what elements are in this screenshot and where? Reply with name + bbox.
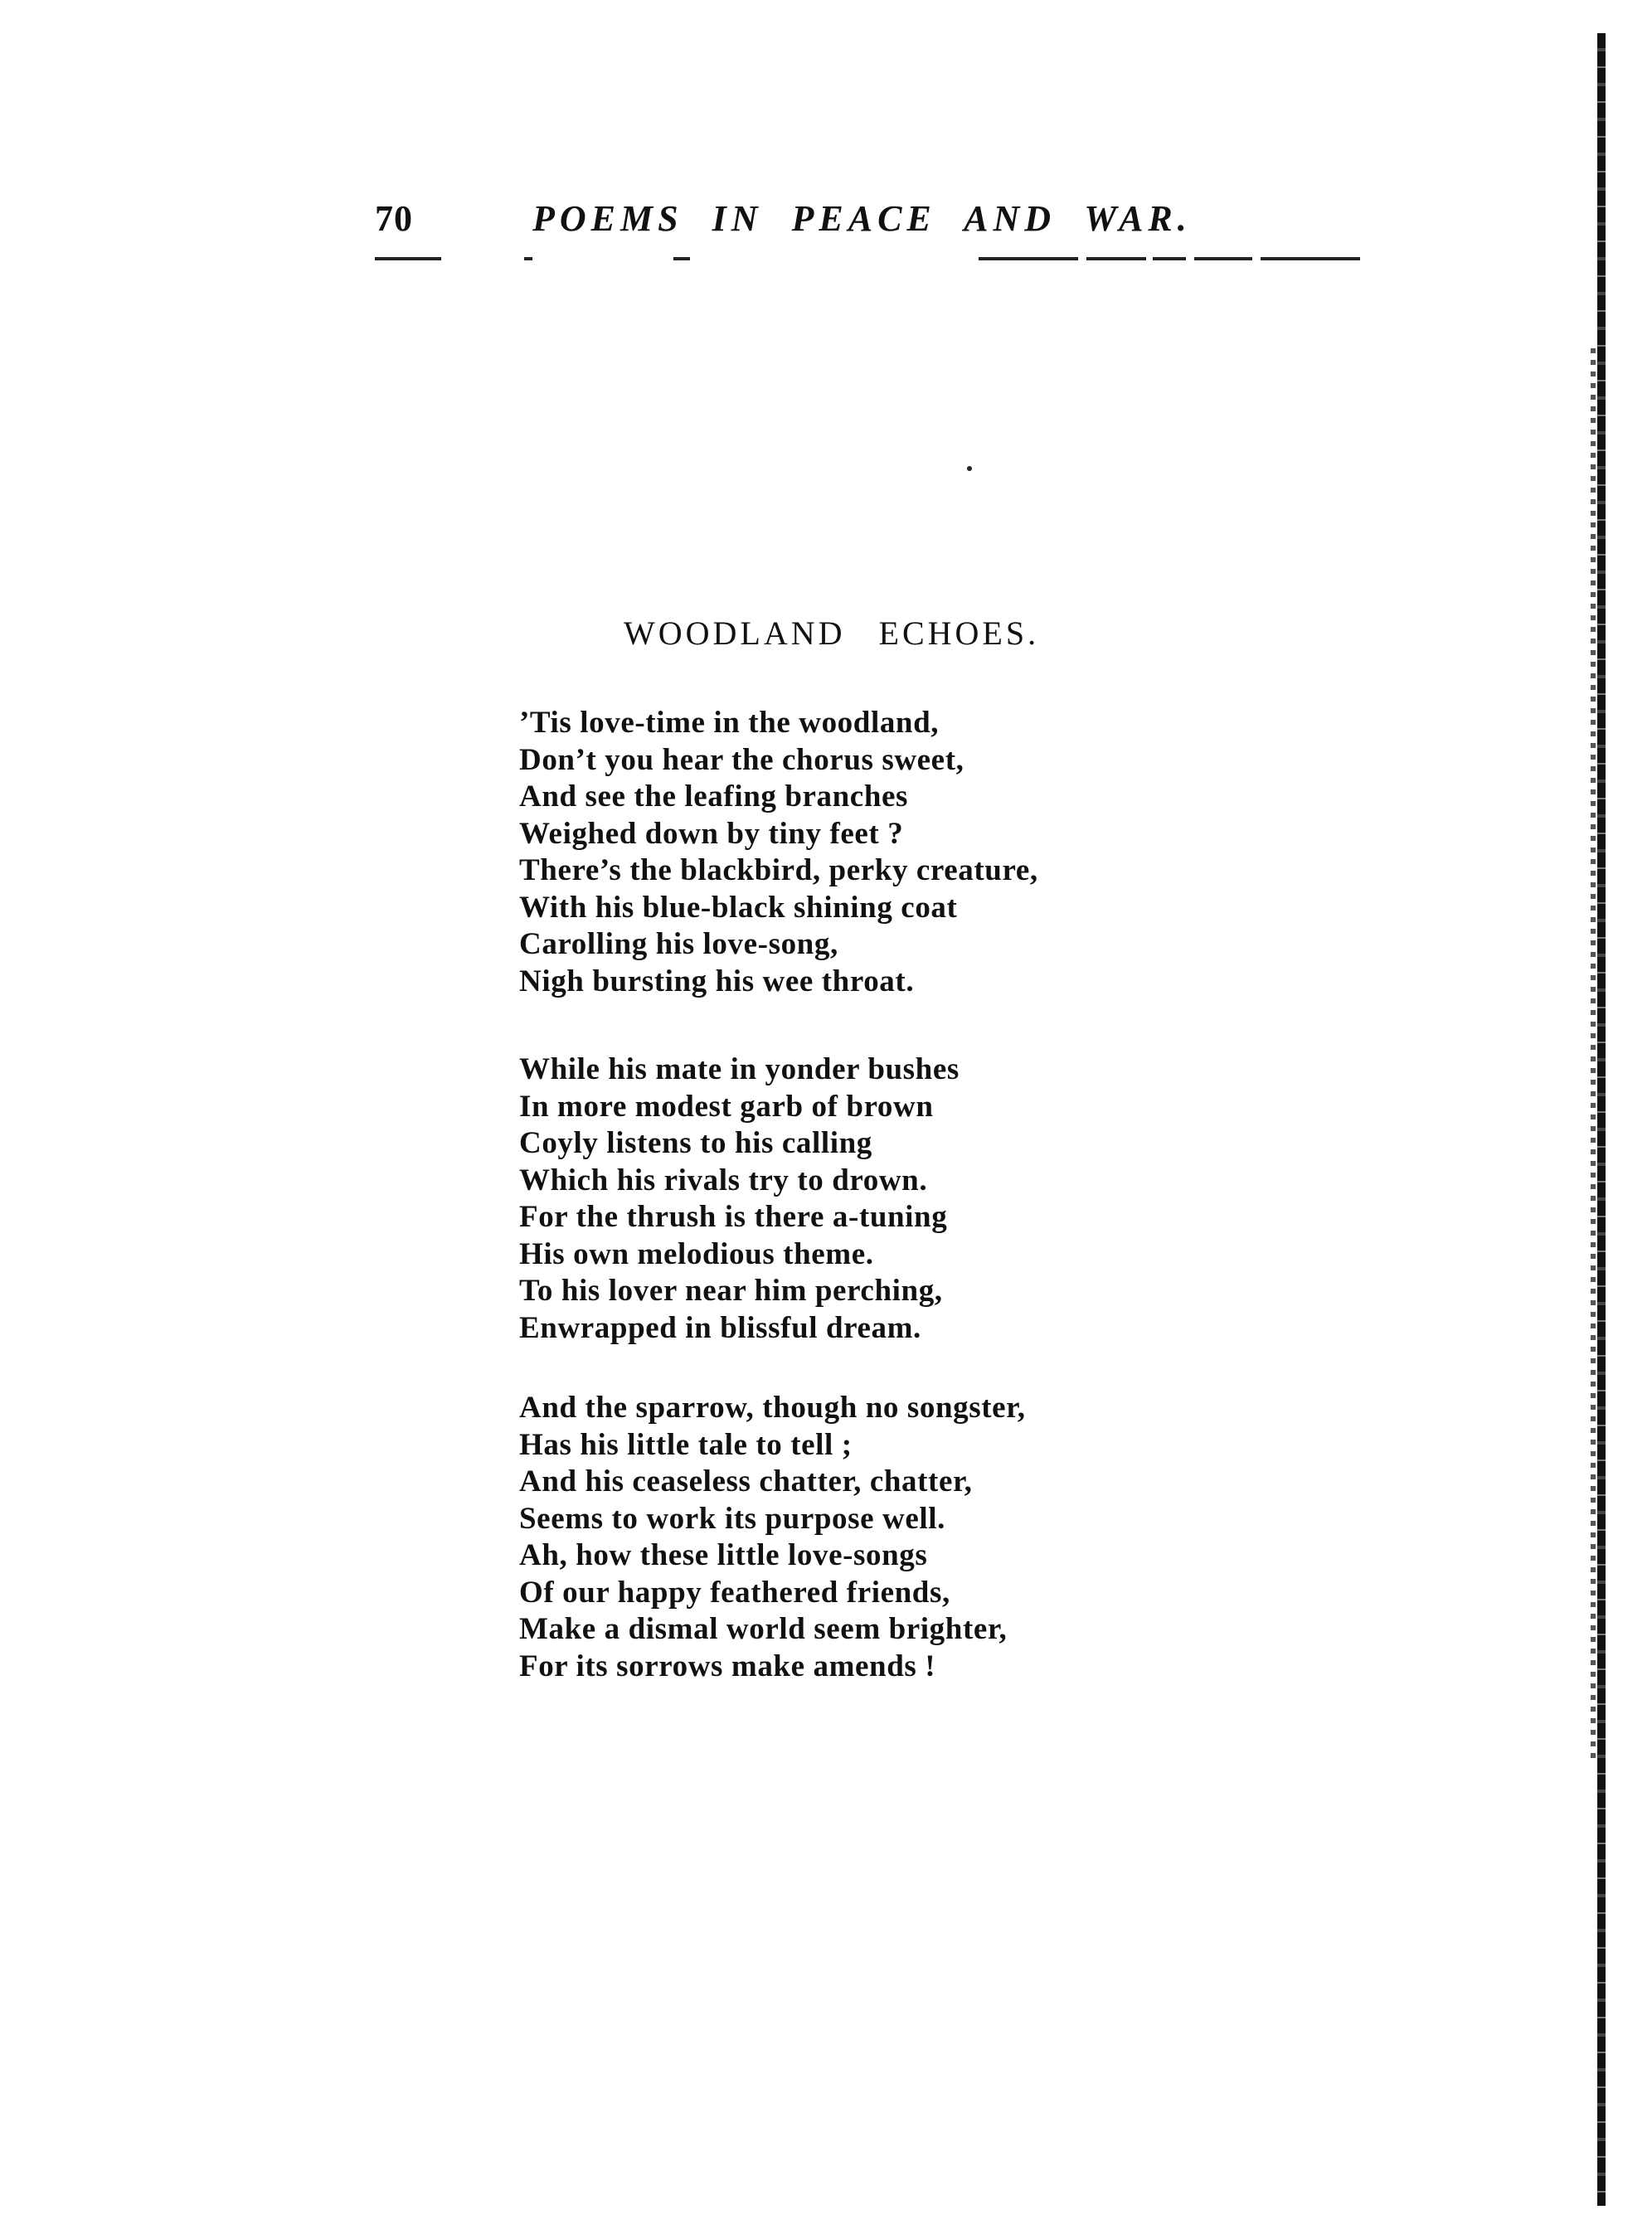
printer-mark <box>967 466 972 471</box>
poem-line: In more modest garb of brown <box>519 1089 934 1124</box>
poem-line: Don’t you hear the chorus sweet, <box>519 742 964 777</box>
page-edge-shadow <box>1597 33 1606 2206</box>
poem-line: Nigh bursting his wee throat. <box>519 964 915 998</box>
poem-line: Make a dismal world seem brighter, <box>519 1612 1008 1646</box>
poem-line: And the sparrow, though no songster, <box>519 1391 1026 1425</box>
stanza-1 <box>519 705 1249 1000</box>
poem-line: Carolling his love-song, <box>519 927 838 961</box>
poem-title: WOODLAND ECHOES. <box>624 614 1040 652</box>
poem-line: Seems to work its purpose well. <box>519 1501 945 1536</box>
poem-line: Coyly listens to his calling <box>519 1126 872 1160</box>
poem-line: There’s the blackbird, perky creature, <box>519 853 1038 887</box>
poem-line: While his mate in yonder bushes <box>519 1052 960 1086</box>
page-edge-texture <box>1591 348 1596 1758</box>
poem-line: And see the leafing branches <box>519 779 909 813</box>
poem-line: Weighed down by tiny feet ? <box>519 816 904 851</box>
book-title: POEMS IN PEACE AND WAR. <box>532 198 1192 239</box>
page-number: 70 <box>375 198 413 239</box>
poem-line: ’Tis love-time in the woodland, <box>519 706 940 740</box>
stanza-3 <box>519 1390 1249 1685</box>
poem-line: And his ceaseless chatter, chatter, <box>519 1464 973 1498</box>
poem-line: His own melodious theme. <box>519 1236 874 1271</box>
stanza-2 <box>519 1051 1249 1347</box>
poem-line: Which his rivals try to drown. <box>519 1163 928 1197</box>
poem-line: Enwrapped in blissful dream. <box>519 1310 921 1345</box>
poem-line: Of our happy feathered friends, <box>519 1575 950 1610</box>
poem-line: To his lover near him perching, <box>519 1274 943 1308</box>
poem-line: Ah, how these little love-songs <box>519 1538 928 1572</box>
header-rule-right <box>979 257 1360 260</box>
poem-line: Has his little tale to tell ; <box>519 1427 853 1462</box>
poem-line: For the thrush is there a-tuning <box>519 1200 948 1234</box>
poem-line: With his blue-black shining coat <box>519 890 958 925</box>
poem-line: For its sorrows make amends ! <box>519 1649 936 1683</box>
running-head <box>375 197 1360 247</box>
